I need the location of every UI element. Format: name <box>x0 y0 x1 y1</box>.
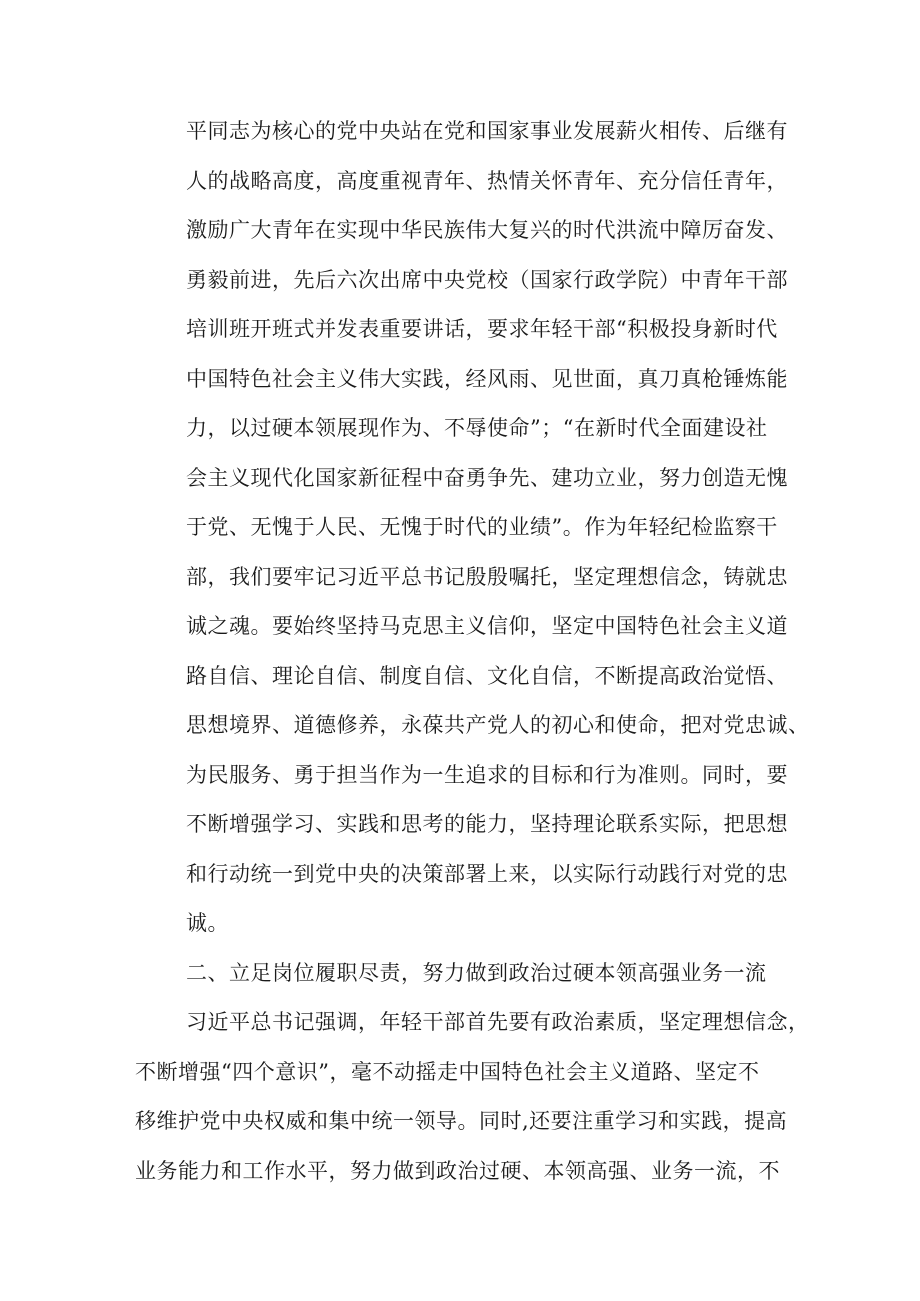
text-line: 人的战略高度，高度重视青年、热情关怀青年、充分信任青年， <box>186 169 788 193</box>
text-line: 不断增强“四个意识”，毫不动摇走中国特色社会主义道路、坚定不 <box>135 1060 760 1084</box>
text-line: 激励广大青年在实现中华民族伟大复兴的时代洪流中障厉奋发、 <box>186 218 788 242</box>
text-line: 勇毅前进，先后六次出席中央党校（国家行政学院）中青年干部 <box>186 268 788 292</box>
section-heading: 二、立足岗位履职尽责，努力做到政治过硬本领高强业务一流 <box>186 961 767 985</box>
text-line: 思想境界、道德修养，永葆共产党人的初心和使命，把对党忠诚、 <box>186 713 810 737</box>
text-line: 路自信、理论自信、制度自信、文化自信，不断提高政治觉悟、 <box>186 664 788 688</box>
text-line: 培训班开班式并发表重要讲话，要求年轻干部“积极投身新时代 <box>186 317 778 341</box>
text-line: 诚之魂。要始终坚持马克思主义信仰，坚定中国特色社会主义道 <box>186 614 788 638</box>
text-line: 诚。 <box>186 911 229 935</box>
paragraph-2-first-line: 习近平总书记强调，年轻干部首先要有政治素质，坚定理想信念， <box>186 1010 810 1034</box>
text-line: 中国特色社会主义伟大实践，经风雨、见世面，真刀真枪锤炼能 <box>186 367 788 391</box>
text-line: 移维护党中央权威和集中统一领导。同时,还要注重学习和实践，提高 <box>135 1109 788 1133</box>
text-line: 部，我们要牢记习近平总书记殷殷嘱托，坚定理想信念，铸就忠 <box>186 565 788 589</box>
text-line: 为民服务、勇于担当作为一生追求的目标和行为准则。同时，要 <box>186 763 788 787</box>
text-line: 不断增强学习、实践和思考的能力，坚持理论联系实际，把思想 <box>186 812 788 836</box>
text-line: 和行动统一到党中央的决策部署上来，以实际行动践行对党的忠 <box>186 862 788 886</box>
text-line: 会主义现代化国家新征程中奋勇争先、建功立业，努力创造无愧 <box>186 466 788 490</box>
text-line: 平同志为核心的党中央站在党和国家事业发展薪火相传、后继有 <box>186 119 788 143</box>
text-line: 业务能力和工作水平，努力做到政治过硬、本领高强、业务一流，不 <box>135 1159 780 1183</box>
text-line: 力，以过硬本领展现作为、不辱使命”；“在新时代全面建设社 <box>186 416 768 440</box>
text-line: 于党、无愧于人民、无愧于时代的业绩”。作为年轻纪检监察干 <box>186 515 778 539</box>
